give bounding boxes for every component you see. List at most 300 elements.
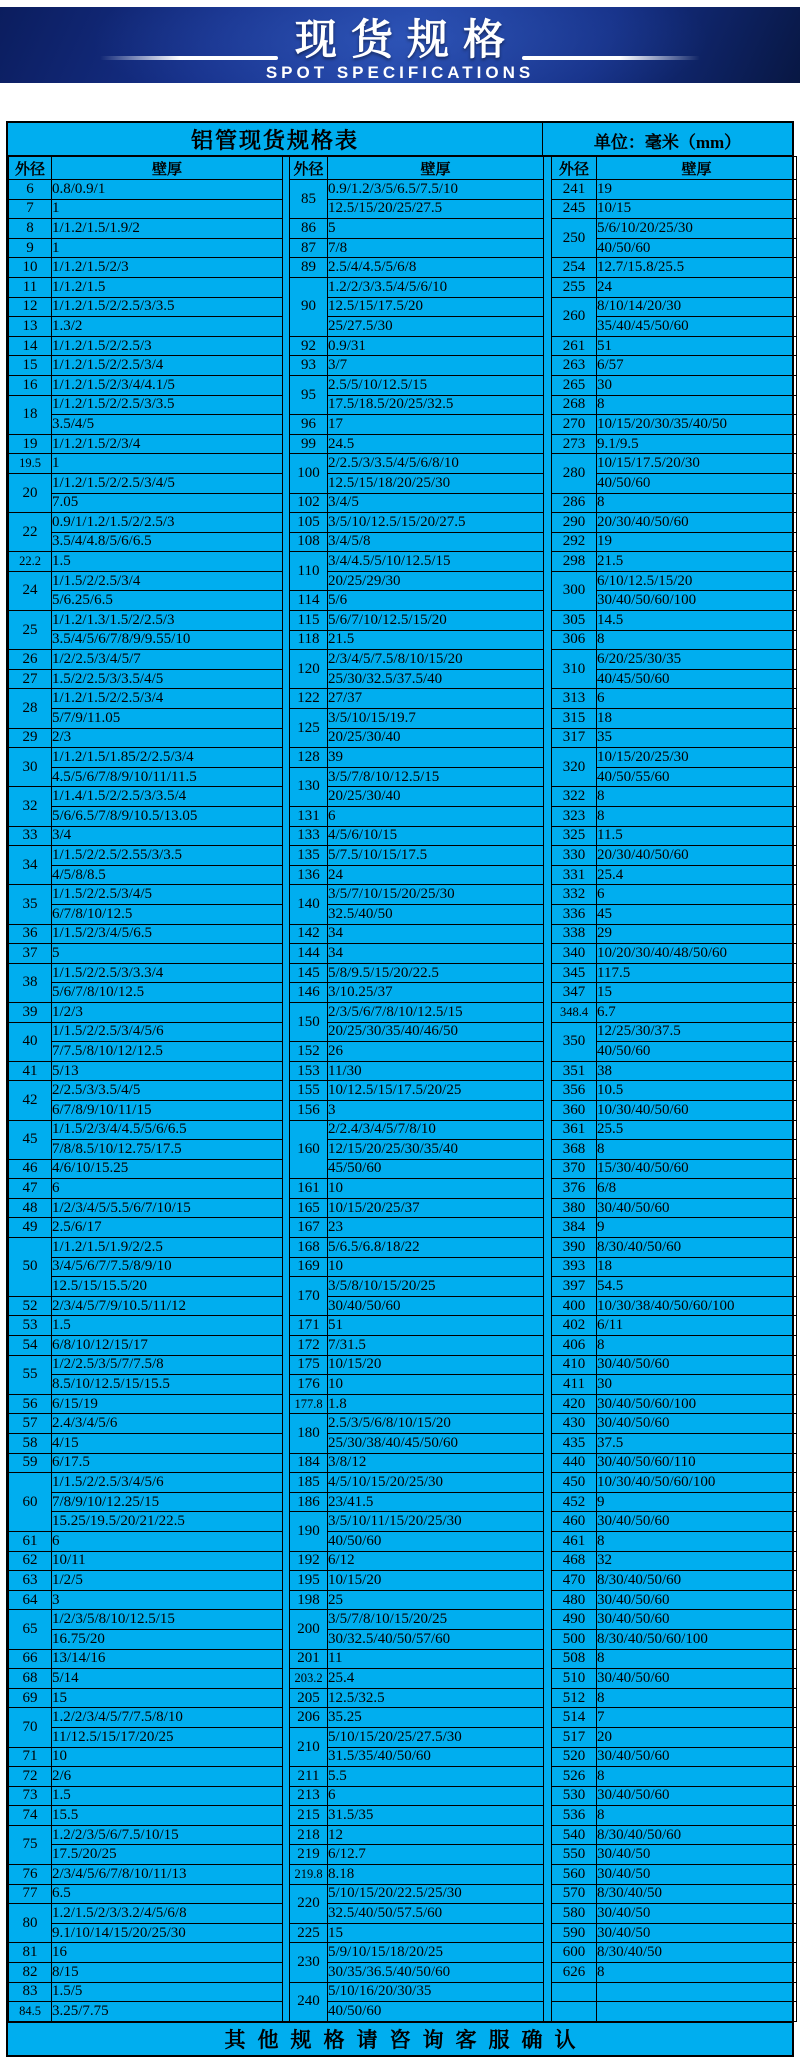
wall-cell: 8.18 (328, 1865, 544, 1885)
od-cell: 331 (552, 865, 597, 885)
od-cell: 42 (9, 1081, 52, 1120)
od-cell: 38 (9, 963, 52, 1002)
wall-cell: 7/8/8.5/10/12.75/17.5 (52, 1140, 283, 1160)
od-cell: 18 (9, 395, 52, 434)
od-cell: 153 (290, 1061, 328, 1081)
od-cell: 268 (552, 395, 597, 415)
wall-cell: 6/12 (328, 1551, 544, 1571)
wall-cell: 19 (597, 180, 797, 200)
od-cell: 255 (552, 277, 597, 297)
od-cell: 348.4 (552, 1002, 597, 1022)
wall-cell: 9.1/9.5 (597, 434, 797, 454)
table-row (9, 1688, 797, 1708)
wall-cell: 2.4/3/4/5/6 (52, 1414, 283, 1434)
wall-cell: 1/1.5/2/2.5/3/4/5 (52, 885, 283, 905)
wall-cell: 12/15/20/25/30/35/40 (328, 1140, 544, 1160)
wall-cell: 8 (597, 630, 797, 650)
wall-cell: 32.5/40/50 (328, 904, 544, 924)
wall-cell: 2/3/5/6/7/8/10/12.5/15 (328, 1002, 544, 1022)
wall-cell: 3/4/4.5/5/10/12.5/15 (328, 552, 544, 572)
od-cell: 356 (552, 1081, 597, 1101)
wall-cell: 3.5/4/5 (52, 415, 283, 435)
od-cell: 290 (552, 513, 597, 533)
table-row (9, 277, 797, 297)
wall-cell: 25.4 (597, 865, 797, 885)
od-cell: 70 (9, 1708, 52, 1747)
od-cell: 32 (9, 787, 52, 826)
wall-cell: 5/6/6.5/7/8/9/10.5/13.05 (52, 807, 283, 827)
wall-cell: 25/27.5/30 (328, 317, 544, 337)
wall-cell: 17 (328, 415, 544, 435)
wall-cell: 10/30/38/40/50/60/100 (597, 1296, 797, 1316)
od-cell: 37 (9, 944, 52, 964)
od-cell: 345 (552, 963, 597, 983)
table-row (9, 1825, 797, 1845)
wall-cell: 30/40/50/60 (597, 1669, 797, 1689)
od-cell: 540 (552, 1825, 597, 1845)
od-cell: 161 (290, 1179, 328, 1199)
wall-cell: 11/30 (328, 1061, 544, 1081)
od-cell: 144 (290, 944, 328, 964)
wall-cell: 24 (328, 865, 544, 885)
wall-cell: 3.25/7.75 (52, 2002, 283, 2022)
od-cell: 110 (290, 552, 328, 591)
od-cell: 265 (552, 375, 597, 395)
od-cell: 420 (552, 1394, 597, 1414)
wall-cell: 12.5/32.5 (328, 1688, 544, 1708)
od-cell: 41 (9, 1061, 52, 1081)
od-cell: 176 (290, 1375, 328, 1395)
wall-cell: 6/11 (597, 1316, 797, 1336)
od-cell: 461 (552, 1531, 597, 1551)
wall-cell: 15 (597, 983, 797, 1003)
od-cell: 338 (552, 924, 597, 944)
table-row (9, 1923, 797, 1943)
od-cell: 360 (552, 1100, 597, 1120)
od-cell: 520 (552, 1747, 597, 1767)
od-cell: 115 (290, 611, 328, 631)
wall-cell: 1/1.2/1.3/1.5/2/2.5/3 (52, 611, 283, 631)
wall-cell: 30/40/50/60 (597, 1590, 797, 1610)
wall-cell: 1/1.2/1.5/2/2.5/3/4 (52, 689, 283, 709)
wall-cell: 8 (597, 1806, 797, 1826)
wall-cell: 6/10/12.5/15/20 (597, 571, 797, 591)
table-row (9, 199, 797, 219)
wall-cell: 15/30/40/50/60 (597, 1159, 797, 1179)
wall-cell: 20/30/40/50/60 (597, 513, 797, 533)
wall-cell: 30/40/50/60 (597, 1610, 797, 1630)
wall-cell: 3/5/10/12.5/15/20/27.5 (328, 513, 544, 533)
wall-cell: 1/1.2/1.5/2/2.5/3 (52, 336, 283, 356)
od-cell: 40 (9, 1022, 52, 1061)
od-cell: 211 (290, 1767, 328, 1787)
wall-cell: 10/11 (52, 1551, 283, 1571)
table-row (9, 1296, 797, 1316)
table-row (9, 395, 797, 415)
od-cell: 570 (552, 1884, 597, 1904)
wall-cell: 8 (597, 787, 797, 807)
wall-cell: 7/8/9/10/12.25/15 (52, 1492, 283, 1512)
wall-cell: 40/50/55/60 (597, 767, 797, 787)
od-cell: 400 (552, 1296, 597, 1316)
table-row (9, 1492, 797, 1512)
table-row (9, 375, 797, 395)
od-cell: 95 (290, 375, 328, 414)
wall-cell: 3/5/10/11/15/20/25/30 (328, 1512, 544, 1532)
od-cell: 22.2 (9, 552, 52, 572)
wall-cell: 10 (328, 1257, 544, 1277)
od-cell: 230 (290, 1943, 328, 1982)
wall-cell: 16 (52, 1943, 283, 1963)
wall-cell: 23/41.5 (328, 1492, 544, 1512)
wall-cell: 8/10/14/20/30 (597, 297, 797, 317)
od-cell: 9 (9, 238, 52, 258)
wall-cell: 11.5 (597, 826, 797, 846)
wall-cell: 12.5/15/20/25/27.5 (328, 199, 544, 219)
wall-cell: 4/5/10/15/20/25/30 (328, 1473, 544, 1493)
od-cell: 185 (290, 1473, 328, 1493)
wall-cell: 12.7/15.8/25.5 (597, 258, 797, 278)
wall-cell: 8/30/40/50/60 (597, 1571, 797, 1591)
wall-cell: 3/4/5/8 (328, 532, 544, 552)
wall-cell: 1.2/2/3/5/6/7.5/10/15 (52, 1825, 283, 1845)
od-cell: 12 (9, 297, 52, 317)
od-cell: 376 (552, 1179, 597, 1199)
od-cell: 47 (9, 1179, 52, 1199)
wall-cell: 1/1.2/1.5/2/3 (52, 258, 283, 278)
od-cell: 435 (552, 1434, 597, 1454)
od-cell: 370 (552, 1159, 597, 1179)
od-cell: 61 (9, 1531, 52, 1551)
wall-cell: 10/30/40/50/60/100 (597, 1473, 797, 1493)
od-cell: 220 (290, 1884, 328, 1923)
wall-cell (597, 1982, 797, 2002)
wall-cell: 1/1.5/2/2.5/3/3.3/4 (52, 963, 283, 983)
od-cell: 130 (290, 767, 328, 806)
wall-cell: 21.5 (597, 552, 797, 572)
table-row (9, 473, 797, 493)
wall-cell: 8 (597, 1140, 797, 1160)
banner-title-cn: 现货规格 (294, 16, 519, 63)
table-row (9, 513, 797, 533)
od-cell: 270 (552, 415, 597, 435)
od-cell: 263 (552, 356, 597, 376)
wall-cell: 6/7/8/9/10/11/15 (52, 1100, 283, 1120)
od-cell: 50 (9, 1238, 52, 1297)
wall-cell: 9.1/10/14/15/20/25/30 (52, 1923, 283, 1943)
od-cell: 99 (290, 434, 328, 454)
od-cell: 167 (290, 1218, 328, 1238)
wall-cell: 10/20/30/40/48/50/60 (597, 944, 797, 964)
wall-cell: 7/7.5/8/10/12/12.5 (52, 1042, 283, 1062)
od-cell: 273 (552, 434, 597, 454)
od-cell: 86 (290, 219, 328, 239)
table-row (9, 689, 797, 709)
od-cell: 68 (9, 1669, 52, 1689)
od-cell: 140 (290, 885, 328, 924)
od-cell: 56 (9, 1394, 52, 1414)
wall-cell: 3/4 (52, 826, 283, 846)
od-cell: 62 (9, 1551, 52, 1571)
unit-label: 单位：毫米（mm） (593, 133, 742, 152)
table-row (9, 591, 797, 611)
table-row (9, 1002, 797, 1022)
od-cell: 300 (552, 571, 597, 610)
od-cell: 261 (552, 336, 597, 356)
wall-cell: 6 (52, 1531, 283, 1551)
od-cell: 350 (552, 1022, 597, 1061)
wall-cell: 30/40/50/60/100 (597, 591, 797, 611)
col-header-od: 外径 (290, 157, 328, 180)
table-row (9, 1042, 797, 1062)
wall-cell: 8/30/40/50 (597, 1884, 797, 1904)
od-cell: 136 (290, 865, 328, 885)
wall-cell: 1/1.2/1.5 (52, 277, 283, 297)
od-cell: 201 (290, 1649, 328, 1669)
wall-cell: 4/15 (52, 1434, 283, 1454)
wall-cell: 30/40/50/60 (597, 1512, 797, 1532)
table-row (9, 180, 797, 200)
wall-cell: 5/6/10/20/25/30 (597, 219, 797, 239)
od-cell: 186 (290, 1492, 328, 1512)
wall-cell: 5 (328, 219, 544, 239)
wall-cell: 2/2.5/3/3.5/4/5/6/8/10 (328, 454, 544, 474)
od-cell: 59 (9, 1453, 52, 1473)
od-cell: 390 (552, 1238, 597, 1258)
od-cell: 49 (9, 1218, 52, 1238)
od-cell: 260 (552, 297, 597, 336)
od-cell: 219.8 (290, 1865, 328, 1885)
wall-cell: 8 (597, 493, 797, 513)
od-cell: 58 (9, 1434, 52, 1454)
wall-cell: 5/7/9/11.05 (52, 709, 283, 729)
wall-cell: 6 (52, 1179, 283, 1199)
od-cell: 315 (552, 709, 597, 729)
od-cell: 175 (290, 1355, 328, 1375)
od-cell: 254 (552, 258, 597, 278)
wall-cell: 26 (328, 1042, 544, 1062)
table-row (9, 1943, 797, 1963)
od-cell: 180 (290, 1414, 328, 1453)
od-cell: 368 (552, 1140, 597, 1160)
od-cell: 470 (552, 1571, 597, 1591)
od-cell: 351 (552, 1061, 597, 1081)
od-cell: 580 (552, 1904, 597, 1924)
wall-cell: 30/40/50/60 (597, 1786, 797, 1806)
wall-cell: 1/1.4/1.5/2/2.5/3/3.5/4 (52, 787, 283, 807)
wall-cell: 1/1.2/1.5/2/2.5/3/3.5 (52, 395, 283, 415)
wall-cell: 10/15/20 (328, 1355, 544, 1375)
table-row (9, 1257, 797, 1277)
od-cell: 74 (9, 1806, 52, 1826)
table-row (9, 1551, 797, 1571)
od-cell: 298 (552, 552, 597, 572)
wall-cell: 0.8/0.9/1 (52, 180, 283, 200)
od-cell: 83 (9, 1982, 52, 2002)
od-cell: 128 (290, 748, 328, 768)
od-cell: 7 (9, 199, 52, 219)
od-cell: 145 (290, 963, 328, 983)
wall-cell: 25/30/32.5/37.5/40 (328, 669, 544, 689)
wall-cell: 6 (597, 885, 797, 905)
wall-cell: 3/8/12 (328, 1453, 544, 1473)
wall-cell: 10/15/20/25/37 (328, 1198, 544, 1218)
od-cell: 92 (290, 336, 328, 356)
table-row (9, 904, 797, 924)
wall-cell: 5/6.25/6.5 (52, 591, 283, 611)
od-cell: 39 (9, 1002, 52, 1022)
wall-cell: 1/1.2/1.5/2/3/4/4.1/5 (52, 375, 283, 395)
od-cell: 320 (552, 748, 597, 787)
od-cell: 317 (552, 728, 597, 748)
od-cell: 66 (9, 1649, 52, 1669)
wall-cell: 31.5/35 (328, 1806, 544, 1826)
wall-cell: 8/30/40/50/60/100 (597, 1629, 797, 1649)
od-cell: 198 (290, 1590, 328, 1610)
table-row (9, 454, 797, 474)
od-cell: 8 (9, 219, 52, 239)
wall-cell: 30/40/50 (597, 1904, 797, 1924)
wall-cell: 10 (328, 1375, 544, 1395)
wall-cell: 30/40/50 (597, 1845, 797, 1865)
wall-cell: 51 (328, 1316, 544, 1336)
od-cell: 468 (552, 1551, 597, 1571)
od-cell: 550 (552, 1845, 597, 1865)
wall-cell: 3/5/10/15/19.7 (328, 709, 544, 729)
od-cell: 384 (552, 1218, 597, 1238)
table-row (9, 1865, 797, 1885)
wall-cell: 6 (328, 807, 544, 827)
wall-cell: 6/8/10/12/15/17 (52, 1336, 283, 1356)
table-row (9, 1355, 797, 1375)
wall-cell: 3/10.25/37 (328, 983, 544, 1003)
wall-cell: 24 (597, 277, 797, 297)
od-cell: 410 (552, 1355, 597, 1375)
od-cell: 20 (9, 473, 52, 512)
od-cell: 560 (552, 1865, 597, 1885)
table-row (9, 1238, 797, 1258)
table-row (9, 787, 797, 807)
wall-cell: 5/9/10/15/18/20/25 (328, 1943, 544, 1963)
od-cell: 397 (552, 1277, 597, 1297)
od-cell: 171 (290, 1316, 328, 1336)
od-cell: 406 (552, 1336, 597, 1356)
wall-cell: 30 (597, 375, 797, 395)
wall-cell: 7.05 (52, 493, 283, 513)
wall-cell: 3/4/5/6/7/7.5/8/9/10 (52, 1257, 283, 1277)
wall-cell: 12.5/15/18/20/25/30 (328, 473, 544, 493)
table-row (9, 2002, 797, 2022)
od-cell: 84.5 (9, 2002, 52, 2022)
table-row (9, 826, 797, 846)
wall-cell: 5/14 (52, 1669, 283, 1689)
wall-cell: 8 (597, 1531, 797, 1551)
od-cell: 440 (552, 1453, 597, 1473)
od-cell: 22 (9, 513, 52, 552)
wall-cell: 12 (328, 1825, 544, 1845)
wall-cell: 30/32.5/40/50/57/60 (328, 1629, 544, 1649)
od-cell: 280 (552, 454, 597, 493)
od-cell: 322 (552, 787, 597, 807)
table-row (9, 1414, 797, 1434)
table-row (9, 1061, 797, 1081)
table-row (9, 1884, 797, 1904)
wall-cell: 3/5/8/10/15/20/25 (328, 1277, 544, 1297)
table-row (9, 1120, 797, 1140)
group-spacer (283, 157, 290, 2022)
table-row (9, 1727, 797, 1747)
wall-cell: 3/5/7/8/10/15/20/25 (328, 1610, 544, 1630)
wall-cell: 10 (52, 1747, 283, 1767)
od-cell: 65 (9, 1610, 52, 1649)
wall-cell: 30/40/50/60/100 (597, 1394, 797, 1414)
od-cell: 13 (9, 317, 52, 337)
wall-cell: 35.25 (328, 1708, 544, 1728)
od-cell: 536 (552, 1806, 597, 1826)
wall-cell: 31.5/35/40/50/60 (328, 1747, 544, 1767)
banner-right-line (522, 56, 700, 60)
wall-cell: 8/30/40/50/60 (597, 1825, 797, 1845)
col-header-od: 外径 (9, 157, 52, 180)
wall-cell: 17.5/18.5/20/25/32.5 (328, 395, 544, 415)
od-cell: 590 (552, 1923, 597, 1943)
wall-cell: 10/15/17.5/20/30 (597, 454, 797, 474)
table-row (9, 1531, 797, 1551)
wall-cell: 40/45/50/60 (597, 669, 797, 689)
wall-cell: 1/2/3/4/5/5.5/6/7/10/15 (52, 1198, 283, 1218)
wall-cell: 9 (597, 1492, 797, 1512)
wall-cell: 3/7 (328, 356, 544, 376)
od-cell: 125 (290, 709, 328, 748)
wall-cell: 4/5/6/10/15 (328, 826, 544, 846)
col-header-wall: 壁厚 (328, 157, 544, 180)
od-cell: 114 (290, 591, 328, 611)
od-cell: 146 (290, 983, 328, 1003)
table-row (9, 767, 797, 787)
wall-cell: 2/6 (52, 1767, 283, 1787)
wall-cell: 29 (597, 924, 797, 944)
wall-cell: 1/1.5/2/2.5/2.55/3/3.5 (52, 846, 283, 866)
wall-cell: 9 (597, 1218, 797, 1238)
wall-cell: 51 (597, 336, 797, 356)
table-row (9, 1747, 797, 1767)
od-cell: 29 (9, 728, 52, 748)
wall-cell: 30/40/50/60 (328, 1296, 544, 1316)
od-cell: 81 (9, 1943, 52, 1963)
wall-cell: 16.75/20 (52, 1629, 283, 1649)
wall-cell: 5/6.5/6.8/18/22 (328, 1238, 544, 1258)
wall-cell: 5/10/15/20/22.5/25/30 (328, 1884, 544, 1904)
wall-cell: 1/1.5/2/3/4/4.5/5/6/6.5 (52, 1120, 283, 1140)
wall-cell: 1/1.2/1.5/2/2.5/3/4/5 (52, 473, 283, 493)
table-row (9, 1669, 797, 1689)
od-cell: 15 (9, 356, 52, 376)
od-cell: 90 (290, 277, 328, 336)
od-cell: 336 (552, 904, 597, 924)
wall-cell: 25/30/38/40/45/50/60 (328, 1434, 544, 1454)
wall-cell: 6/8 (597, 1179, 797, 1199)
wall-cell: 6/7/8/10/12.5 (52, 904, 283, 924)
wall-cell: 5/7.5/10/15/17.5 (328, 846, 544, 866)
od-cell: 55 (9, 1355, 52, 1394)
od-cell: 54 (9, 1336, 52, 1356)
wall-cell: 4/5/8/8.5 (52, 865, 283, 885)
wall-cell: 8 (597, 1336, 797, 1356)
wall-cell: 1.8 (328, 1394, 544, 1414)
table-row (9, 1375, 797, 1395)
od-cell: 11 (9, 277, 52, 297)
wall-cell: 54.5 (597, 1277, 797, 1297)
